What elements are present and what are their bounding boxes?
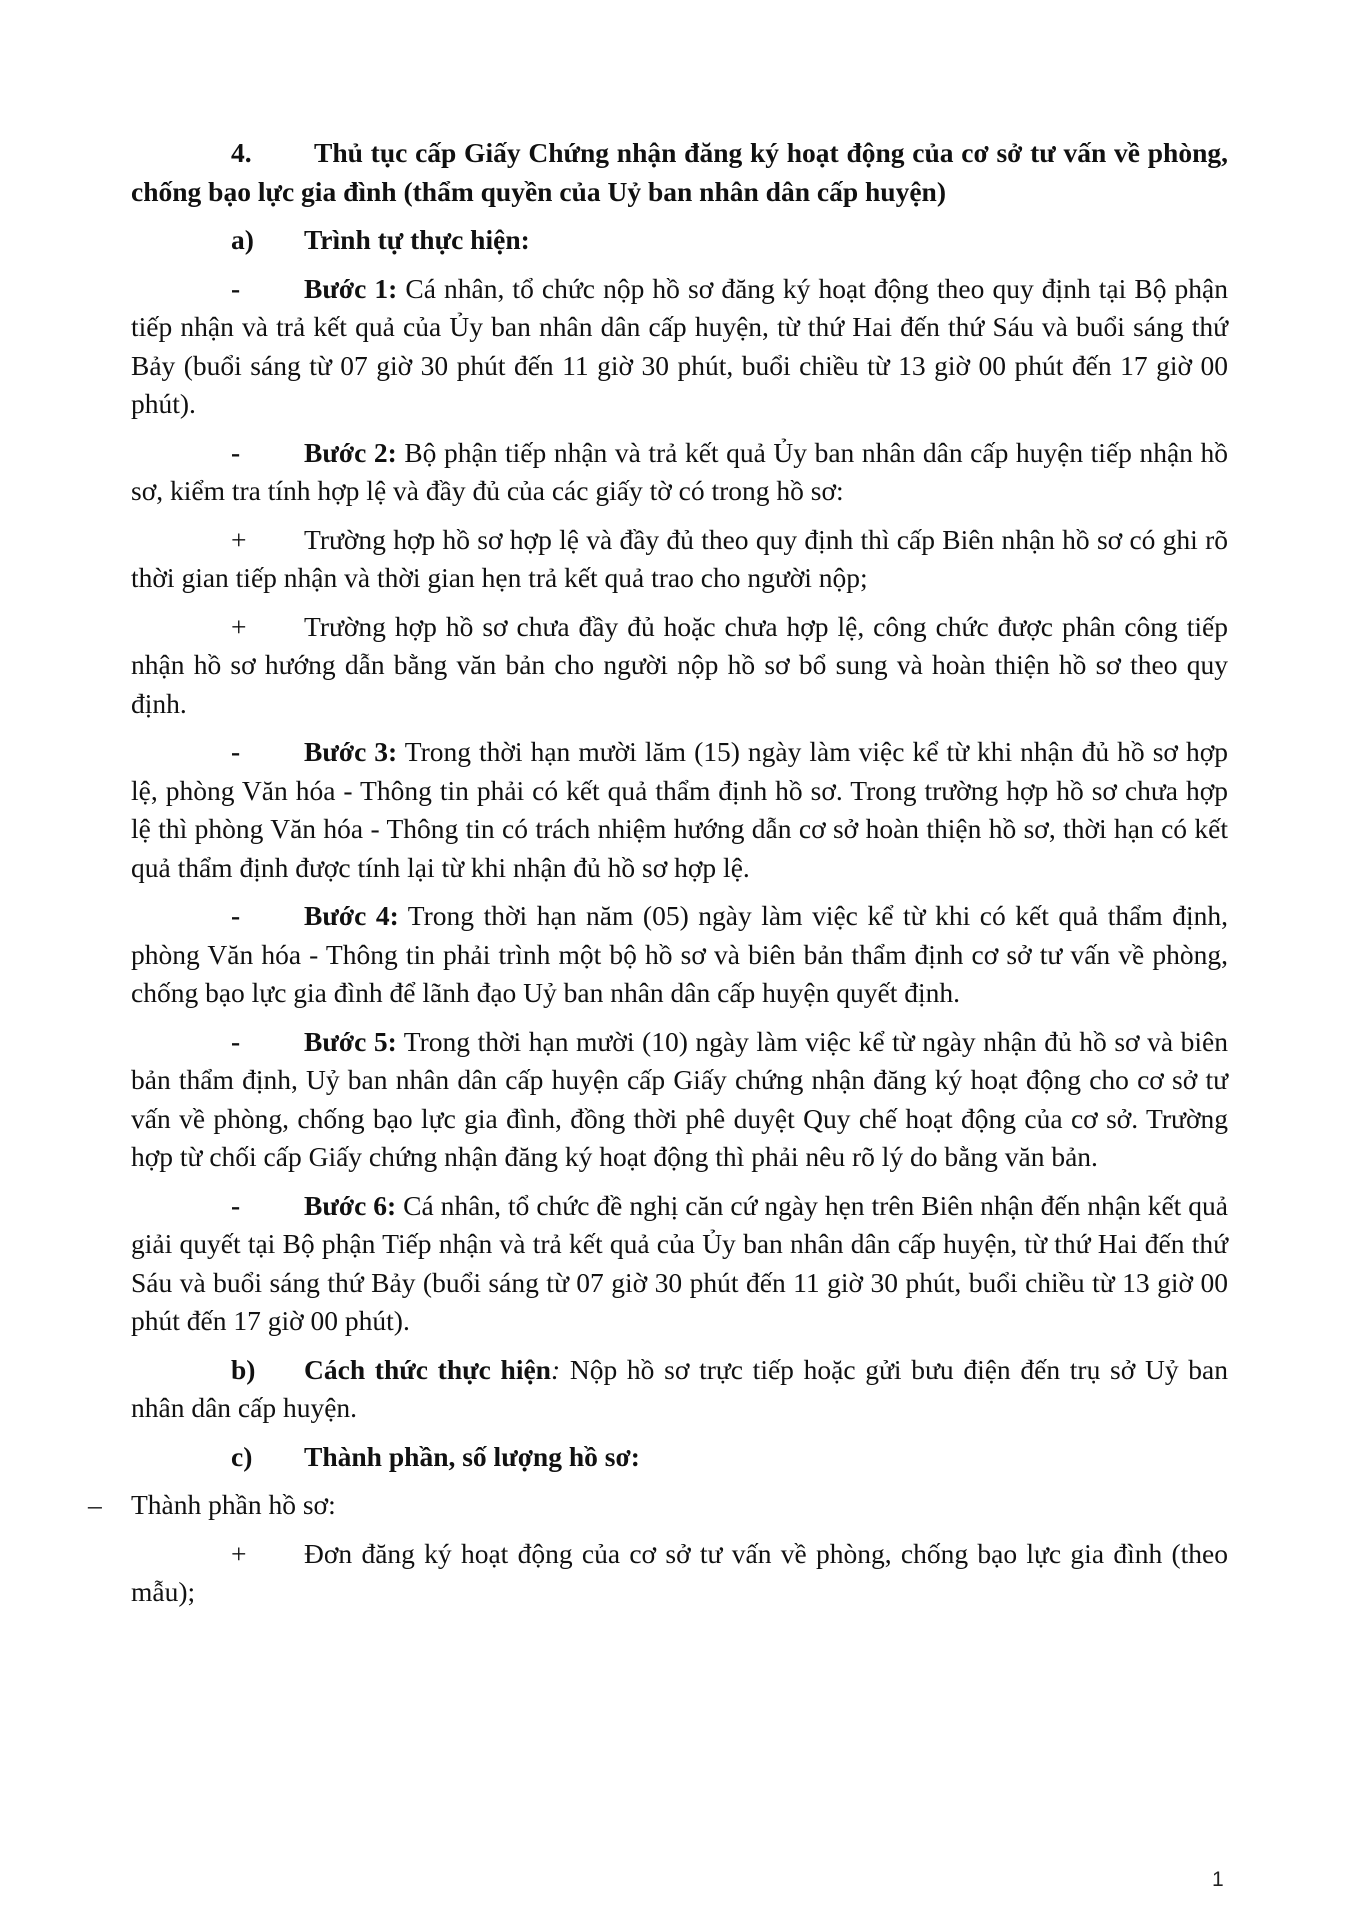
- step-2-text: Bộ phận tiếp nhận và trả kết quả Ủy ban nhân dân cấp huyện tiếp nhận hồ sơ, kiểm tra tính hợp lệ và đầy đủ của các giấy tờ có trong hồ sơ:: [131, 436, 1228, 506]
- procedure-title: [131, 134, 1228, 211]
- step-4-text: Trong thời hạn năm (05) ngày làm việc kể từ khi có kết quả thẩm định, phòng Văn hóa - Thông tin phải trình một bộ hồ sơ và biên bản thẩm định cơ sở tư vấn về phòng, chống bạo lực gia đình để lãnh đạo Uỷ ban nhân dân cấp huyện quyết định.: [131, 900, 1229, 1008]
- subsection-c-heading: [131, 1438, 1228, 1477]
- document-body: [88, 134, 1229, 1622]
- step-3-dash: -: [231, 736, 241, 767]
- step-6-paragraph: [131, 1187, 1228, 1341]
- step-2-label: Bước 2:: [304, 436, 397, 468]
- step-3-label: Bước 3:: [304, 736, 398, 767]
- section-number: 4.: [231, 137, 252, 168]
- step-1-text: Cá nhân, tổ chức nộp hồ sơ đăng ký hoạt động theo quy định tại Bộ phận tiếp nhận và trả kết quả của Ủy ban nhân dân cấp huyện, từ thứ Hai đến thứ Sáu và buổi sáng thứ Bảy (buổi sáng từ 07 giờ 30 phút đến 11 giờ 30 phút, buổi chiều từ 13 giờ 00 phút đến 17 giờ 00 phút).: [131, 272, 1228, 419]
- component-item-application-form: [131, 1535, 1228, 1612]
- plus-marker: +: [231, 1537, 247, 1569]
- step-2-paragraph: [131, 434, 1228, 511]
- component-item-text: Đơn đăng ký hoạt động của cơ sở tư vấn về phòng, chống bạo lực gia đình (theo mẫu);: [131, 1537, 1228, 1607]
- subsection-c-marker: c): [231, 1440, 253, 1472]
- components-label-row: [88, 1486, 1228, 1525]
- step-1-paragraph: [131, 270, 1228, 424]
- step-2-dash: -: [231, 436, 241, 468]
- plus-marker: +: [231, 610, 247, 642]
- title-text: Thủ tục cấp Giấy Chứng nhận đăng ký hoạt động của cơ sở tư vấn về phòng, chống bạo lực gia đình (thẩm quyền của Uỷ ban nhân dân cấp huyện): [131, 137, 1228, 207]
- step-5-dash: -: [231, 1025, 241, 1057]
- subsection-b-paragraph: [131, 1351, 1228, 1428]
- subsection-b-colon: :: [550, 1353, 561, 1385]
- subsection-b-title: Cách thức thực hiện: [304, 1353, 551, 1385]
- step-5-paragraph: [131, 1023, 1228, 1177]
- page-number: 1: [1212, 1868, 1224, 1891]
- subsection-b-marker: b): [231, 1353, 256, 1385]
- step-6-text: Cá nhân, tổ chức đề nghị căn cứ ngày hẹn trên Biên nhận đến nhận kết quả giải quyết tại Bộ phận Tiếp nhận và trả kết quả của Ủy ban nhân dân cấp huyện, từ thứ Hai đến thứ Sáu và buổi sáng thứ Bảy (buổi sáng từ 07 giờ 30 phút đến 11 giờ 30 phút, buổi chiều từ 13 giờ 00 phút đến 17 giờ 00 phút).: [131, 1189, 1229, 1336]
- step-5-text: Trong thời hạn mười (10) ngày làm việc kể từ ngày nhận đủ hồ sơ và biên bản thẩm định, Uỷ ban nhân dân cấp huyện cấp Giấy chứng nhận đăng ký hoạt động cho cơ sở tư vấn về phòng, chống bạo lực gia đình, đồng thời phê duyệt Quy chế hoạt động của cơ sở. Trường hợp từ chối cấp Giấy chứng nhận đăng ký hoạt động thì phải nêu rõ lý do bằng văn bản.: [131, 1025, 1228, 1172]
- step-1-dash: -: [231, 272, 241, 304]
- case-invalid-text: Trường hợp hồ sơ chưa đầy đủ hoặc chưa hợp lệ, công chức được phân công tiếp nhận hồ sơ hướng dẫn bằng văn bản cho người nộp hồ sơ bổ sung và hoàn thiện hồ sơ theo quy định.: [131, 610, 1228, 719]
- step-4-label: Bước 4:: [304, 900, 399, 931]
- subsection-a-title: Trình tự thực hiện:: [304, 224, 530, 255]
- subsection-a-heading: [131, 221, 1228, 260]
- step-4-paragraph: [131, 897, 1228, 1013]
- step-3-paragraph: [131, 733, 1228, 887]
- step-2-case-invalid: [131, 608, 1228, 724]
- step-6-label: Bước 6:: [304, 1189, 397, 1221]
- components-label: Thành phần hồ sơ:: [131, 1489, 336, 1520]
- en-dash-marker: –: [88, 1489, 102, 1520]
- subsection-a-marker: a): [231, 224, 254, 255]
- step-5-label: Bước 5:: [304, 1025, 397, 1057]
- subsection-c-title: Thành phần, số lượng hồ sơ:: [304, 1440, 640, 1472]
- case-valid-text: Trường hợp hồ sơ hợp lệ và đầy đủ theo quy định thì cấp Biên nhận hồ sơ có ghi rõ thời gian tiếp nhận và thời gian hẹn trả kết quả trao cho người nộp;: [131, 523, 1228, 593]
- step-3-text: Trong thời hạn mười lăm (15) ngày làm việc kể từ khi nhận đủ hồ sơ hợp lệ, phòng Văn hóa - Thông tin phải có kết quả thẩm định hồ sơ. Trong trường hợp hồ sơ chưa hợp lệ thì phòng Văn hóa - Thông tin có trách nhiệm hướng dẫn cơ sở hoàn thiện hồ sơ, thời hạn có kết quả thẩm định được tính lại từ khi nhận đủ hồ sơ hợp lệ.: [131, 736, 1229, 883]
- step-6-dash: -: [231, 1189, 241, 1221]
- step-2-case-valid: [131, 521, 1228, 598]
- plus-marker: +: [231, 523, 247, 555]
- subsection-b-text: Nộp hồ sơ trực tiếp hoặc gửi bưu điện đến trụ sở Uỷ ban nhân dân cấp huyện.: [131, 1353, 1228, 1423]
- step-1-label: Bước 1:: [304, 272, 398, 304]
- step-4-dash: -: [231, 900, 241, 931]
